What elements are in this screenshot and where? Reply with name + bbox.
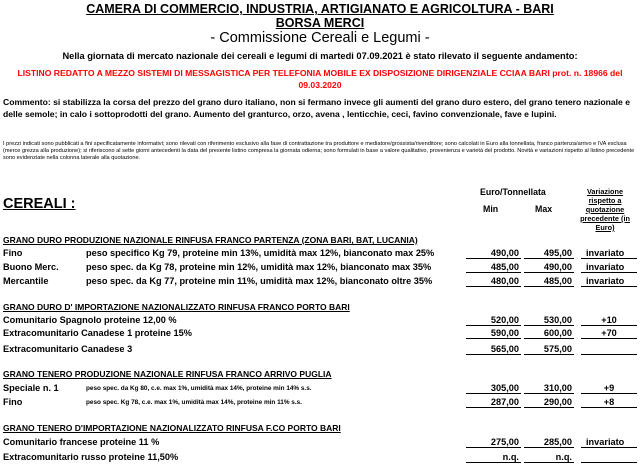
row-label: Comunitario francese proteine 11 % <box>3 437 160 447</box>
table-row <box>0 314 640 327</box>
red-notice: LISTINO REDATTO A MEZZO SISTEMI DI MESSAGISTICA PER TELEFONIA MOBILE EX DISPOSIZIONE DIRIGENZIALE CCIAA BARI prot. n. 18966 del 09.03.2020 <box>17 68 623 90</box>
market-comment: Commento: si stabilizza la corsa del prezzo del grano duro italiano, non si fermano invece gli aumenti del grano duro estero, del grano tenero nazionale e delle semole; in calo i sottoprodotti del grano. Aumento del granturco, orzo, avena , lenticchie, ceci, favino convenzionale, fave e lupini. <box>3 97 630 119</box>
table-row <box>0 261 640 274</box>
row-label: Extracomunitario russo proteine 11,50% <box>3 452 179 462</box>
min-price: 490,00 <box>490 248 519 258</box>
table-row <box>0 343 640 356</box>
min-price: 590,00 <box>490 328 519 338</box>
group-title: GRANO DURO D' IMPORTAZIONE NAZIONALIZZATO RINFUSA FRANCO PORTO BARI <box>3 302 350 312</box>
row-description: peso specifico Kg 79, proteine min 13%, umidità max 12%, bianconato max 25% <box>86 248 435 258</box>
table-row <box>0 275 640 288</box>
row-label: Extracomunitario Canadese 3 <box>3 344 133 354</box>
unit-header: Euro/Tonnellata <box>480 187 546 197</box>
disclaimer-note: I prezzi indicati sono pubblicati a fini specificatamente informativi; sono rilevati con riferimento esclusivo alla fase di contrattazione tra produttore e mediatore/grossista/rivenditore; sono calcolati in Euro alla tonnellata, franco partenza/arrivo e IVA esclusa (merce grezza alla produzione); si riferiscono al sette giorni antecedenti la data del presente listino compresa la giornata odierna; sono formulati in base a valore qualitativo, provenienza e varietà del prodotto. Novità e variazioni rispetto al listino precedente sono evidenziate nella colonna laterale alla quotazione. <box>3 141 635 161</box>
chamber-title: CAMERA DI COMMERCIO, INDUSTRIA, ARTIGIANATO E AGRICOLTURA - BARI <box>86 2 554 16</box>
price-variation: +9 <box>603 383 615 393</box>
max-price: 600,00 <box>543 328 572 338</box>
max-price: 490,00 <box>543 262 572 272</box>
price-variation: invariato <box>586 248 625 258</box>
table-row <box>0 247 640 260</box>
row-label: Fino <box>3 248 23 258</box>
table-row <box>0 436 640 449</box>
max-price: 530,00 <box>543 315 572 325</box>
min-price: 305,00 <box>490 383 519 393</box>
variation-header: Variazione rispetto a quotazione precedente (in Euro) <box>580 187 630 232</box>
commission-title: - Commissione Cereali e Legumi - <box>210 30 430 46</box>
borsa-merci-title: BORSA MERCI <box>275 16 365 30</box>
min-price: 275,00 <box>490 437 519 447</box>
row-label: Buono Merc. <box>3 262 59 272</box>
row-label: Extracomunitario Canadese 1 proteine 15% <box>3 328 192 338</box>
max-price: 485,00 <box>543 276 572 286</box>
min-price: 485,00 <box>490 262 519 272</box>
min-price: 480,00 <box>490 276 519 286</box>
row-label: Fino <box>3 397 23 407</box>
max-price: 495,00 <box>543 248 572 258</box>
row-description: peso spec. da Kg 80, c.e. max 1%, umidità max 14%, proteine min 14% s.s. <box>86 385 312 392</box>
price-variation: invariato <box>586 437 625 447</box>
table-row <box>0 382 640 395</box>
section-title: CEREALI : <box>3 196 76 212</box>
group-title: GRANO TENERO D'IMPORTAZIONE NAZIONALIZZATO RINFUSA F.CO PORTO BARI <box>3 423 341 433</box>
row-description: peso spec. Kg 78, c.e. max 1%, umidità max 14%, proteine min 11% s.s. <box>86 399 302 406</box>
price-variation: +8 <box>603 397 615 407</box>
min-header: Min <box>483 204 499 214</box>
row-label: Speciale n. 1 <box>3 383 59 393</box>
price-variation: +70 <box>601 328 617 338</box>
max-price: 575,00 <box>543 344 572 354</box>
price-variation: +10 <box>601 315 617 325</box>
max-price: 290,00 <box>543 397 572 407</box>
max-price: 285,00 <box>543 437 572 447</box>
min-price: n.q. <box>502 452 519 462</box>
group-title: GRANO TENERO PRODUZIONE NAZIONALE RINFUSA FRANCO ARRIVO PUGLIA <box>3 369 332 379</box>
row-description: peso spec. da Kg 77, proteine min 11%, umidità max 12%, bianconato oltre 35% <box>86 276 433 286</box>
row-label: Comunitario Spagnolo proteine 12,00 % <box>3 315 177 325</box>
group-title: GRANO DURO PRODUZIONE NAZIONALE RINFUSA FRANCO PARTENZA (ZONA BARI, BAT, LUCANIA) <box>3 235 418 245</box>
row-description: peso spec. da Kg 78, proteine min 12%, umidità max 12%, bianconato max 35% <box>86 262 432 272</box>
table-row <box>0 327 640 340</box>
max-header: Max <box>535 204 553 214</box>
row-label: Mercantile <box>3 276 49 286</box>
min-price: 565,00 <box>490 344 519 354</box>
max-price: 310,00 <box>543 383 572 393</box>
table-row <box>0 451 640 464</box>
min-price: 287,00 <box>490 397 519 407</box>
table-row <box>0 396 640 409</box>
price-variation: invariato <box>586 276 625 286</box>
price-variation: invariato <box>586 262 625 272</box>
market-date-line: Nella giornata di mercato nazionale dei cereali e legumi di martedi 07.09.2021 è stato rilevato il seguente andamento: <box>62 51 578 61</box>
max-price: n.q. <box>555 452 572 462</box>
min-price: 520,00 <box>490 315 519 325</box>
